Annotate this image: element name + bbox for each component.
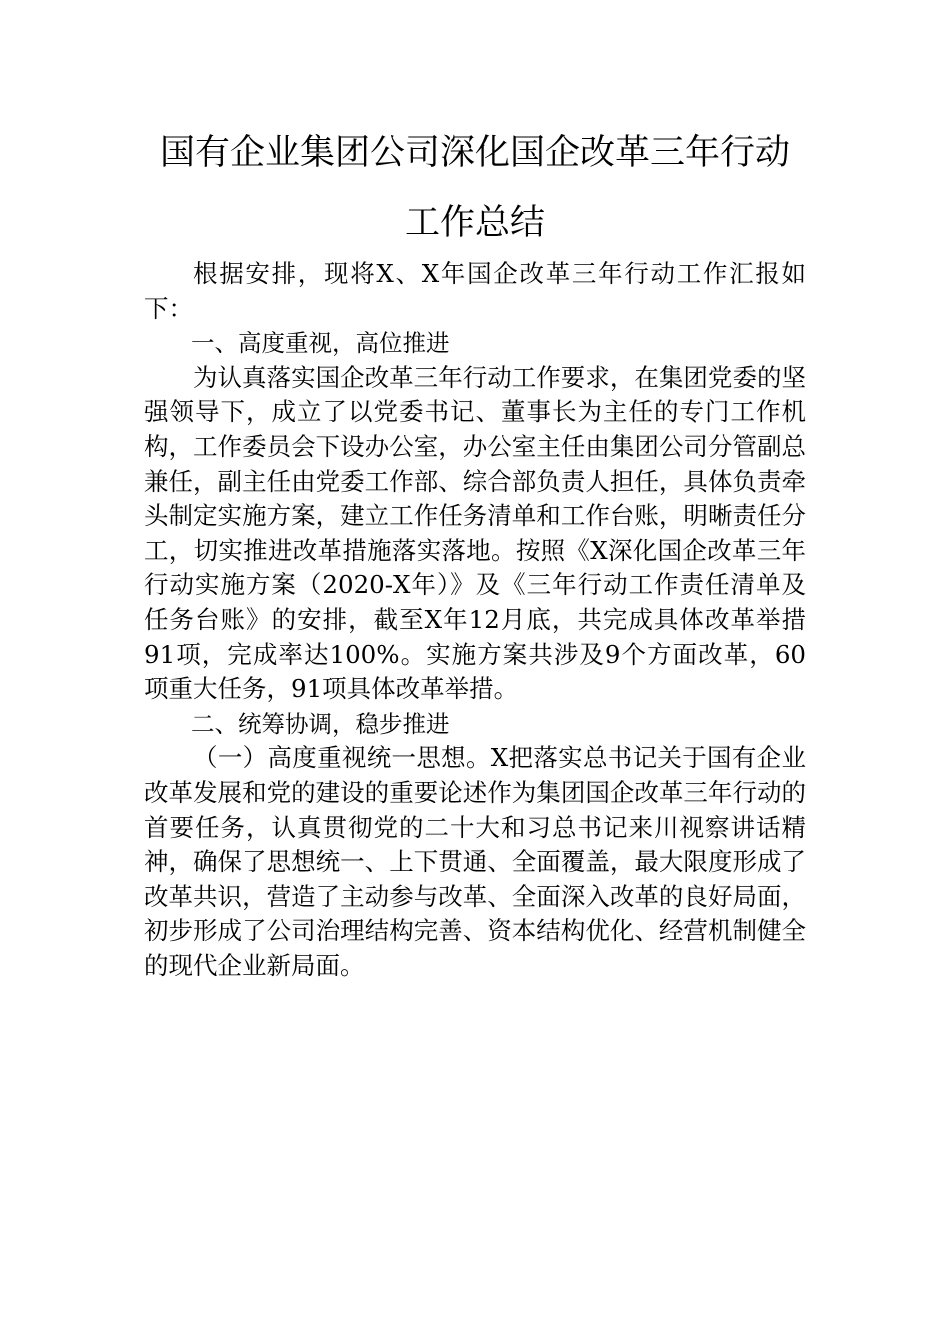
- section-2-paragraph: （一）高度重视统一思想。X把落实总书记关于国有企业改革发展和党的建设的重要论述作为集团国企改革三年行动的首要任务，认真贯彻党的二十大和习总书记来川视察讲话精神，确保了思想统一、上下贯通、全面覆盖，最大限度形成了改革共识，营造了主动参与改革、全面深入改革的良好局面，初步形成了公司治理结构完善、资本结构优化、经营机制健全的现代企业新局面。: [144, 743, 806, 980]
- intro-paragraph: 根据安排，现将X、X年国企改革三年行动工作汇报如下：: [144, 259, 806, 323]
- document-title-line-1: 国有企业集团公司深化国企改革三年行动: [159, 133, 790, 173]
- section-heading-1: 一、高度重视，高位推进: [191, 329, 450, 358]
- document-title-line-2: 工作总结: [404, 203, 545, 243]
- section-heading-2: 二、统筹协调，稳步推进: [191, 709, 450, 738]
- document-body: [144, 257, 806, 983]
- section-1-paragraph: 为认真落实国企改革三年行动工作要求，在集团党委的坚强领导下，成立了以党委书记、董事长为主任的专门工作机构，工作委员会下设办公室，办公室主任由集团公司分管副总兼任，副主任由党委工作部、综合部负责人担任，具体负责牵头制定实施方案，建立工作任务清单和工作台账，明晰责任分工，切实推进改革措施落实落地。按照《X深化国企改革三年行动实施方案（2020-X年）》及《三年行动工作责任清单及任务台账》的安排，截至X年12月底，共完成具体改革举措91项，完成率达100%。实施方案共涉及9个方面改革，60项重大任务，91项具体改革举措。: [144, 362, 806, 704]
